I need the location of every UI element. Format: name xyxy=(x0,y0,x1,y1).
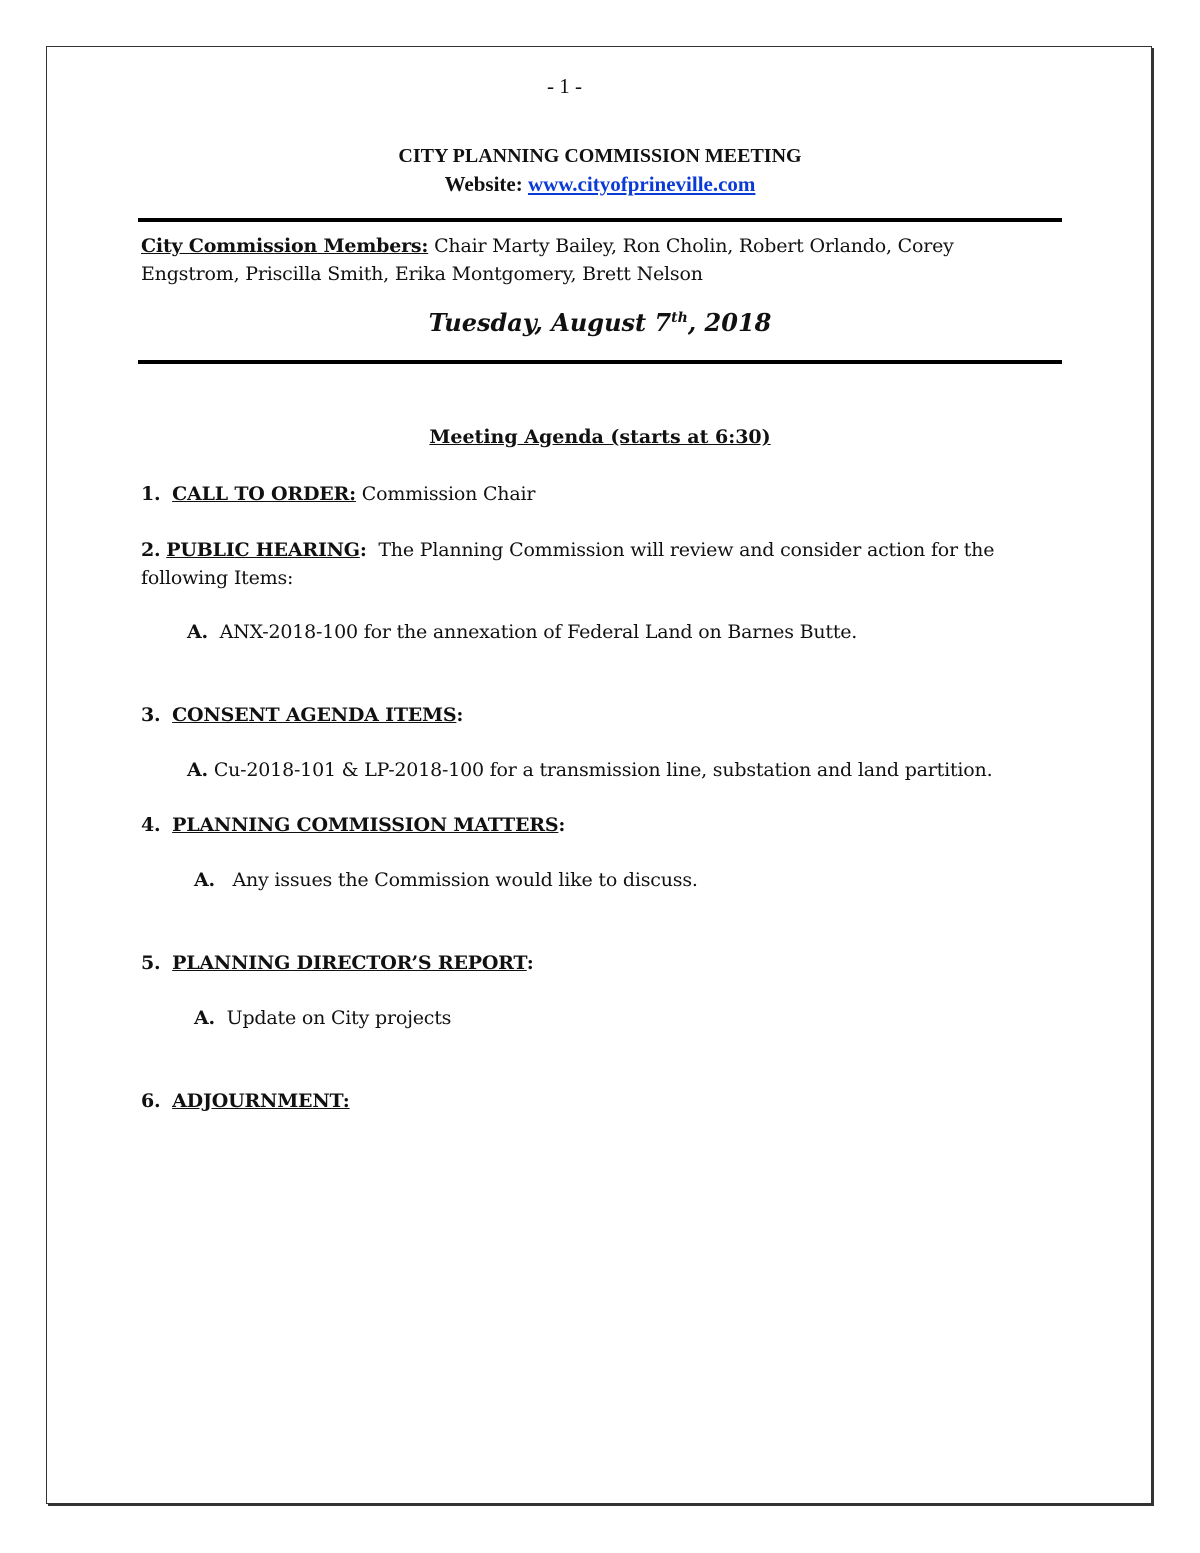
item-number: 1. xyxy=(141,483,161,505)
item-number: 5. xyxy=(141,952,161,974)
website-label: Website: xyxy=(444,172,523,196)
subitem-letter: A. xyxy=(194,869,215,891)
meeting-date xyxy=(0,308,1200,337)
subitem-text: ANX-2018-100 for the annexation of Federal Land on Barnes Butte. xyxy=(219,621,858,643)
members-line2: Engstrom, Priscilla Smith, Erika Montgomery, Brett Nelson xyxy=(141,263,703,285)
agenda-item-director-report xyxy=(141,949,534,977)
agenda-item-public-hearing xyxy=(141,536,994,564)
members-label: City Commission Members: xyxy=(141,235,429,257)
item-text: Commission Chair xyxy=(355,483,536,505)
item-colon: : xyxy=(359,539,367,561)
date-suffix: , 2018 xyxy=(687,308,772,337)
item-title: CONSENT AGENDA ITEMS xyxy=(172,704,457,726)
subitem-letter: A. xyxy=(194,1007,215,1029)
item-number: 2. xyxy=(141,539,161,561)
item-text: The Planning Commission will review and consider action for the xyxy=(366,539,995,561)
item-title: PLANNING DIRECTOR’S REPORT xyxy=(172,952,527,974)
subitem-letter: A. xyxy=(187,621,208,643)
item-title: PLANNING COMMISSION MATTERS xyxy=(172,814,559,836)
date-prefix: Tuesday, August 7 xyxy=(428,308,672,337)
item-title: CALL TO ORDER: xyxy=(172,483,356,505)
subitem-text: Cu-2018-101 & LP-2018-100 for a transmission line, substation and land partition. xyxy=(213,759,993,781)
subitem-text: Update on City projects xyxy=(226,1007,452,1029)
item-title: PUBLIC HEARING xyxy=(166,539,360,561)
subitem-letter: A. xyxy=(187,759,208,781)
commission-members xyxy=(141,232,1041,288)
agenda-heading: Meeting Agenda (starts at 6:30) xyxy=(429,426,771,448)
subitem-text: Any issues the Commission would like to discuss. xyxy=(232,869,698,891)
item-colon: : xyxy=(456,704,464,726)
item-colon: : xyxy=(526,952,534,974)
agenda-item-commission-matters xyxy=(141,811,565,839)
bottom-rule xyxy=(138,360,1062,364)
item-colon: : xyxy=(558,814,566,836)
agenda-item-consent xyxy=(141,701,463,729)
page-number: - 1 - xyxy=(547,74,582,98)
date-sup: th xyxy=(671,310,688,326)
document-title: CITY PLANNING COMMISSION MEETING xyxy=(398,145,802,167)
item-number: 6. xyxy=(141,1090,161,1112)
item-number: 4. xyxy=(141,814,161,836)
top-rule xyxy=(138,218,1062,222)
item-text-continued: following Items: xyxy=(141,567,294,589)
agenda-item-call-to-order xyxy=(141,480,535,508)
agenda-item-adjournment xyxy=(141,1087,350,1115)
website-link[interactable]: www.cityofprineville.com xyxy=(527,172,756,196)
agenda-subitem xyxy=(187,618,857,646)
item-number: 3. xyxy=(141,704,161,726)
members-line1: Chair Marty Bailey, Ron Cholin, Robert Orlando, Corey xyxy=(428,235,954,257)
agenda-subitem xyxy=(187,756,992,784)
website-line xyxy=(0,172,1200,197)
agenda-subitem xyxy=(194,1004,451,1032)
agenda-subitem xyxy=(194,866,698,894)
item-title: ADJOURNMENT: xyxy=(172,1090,350,1112)
